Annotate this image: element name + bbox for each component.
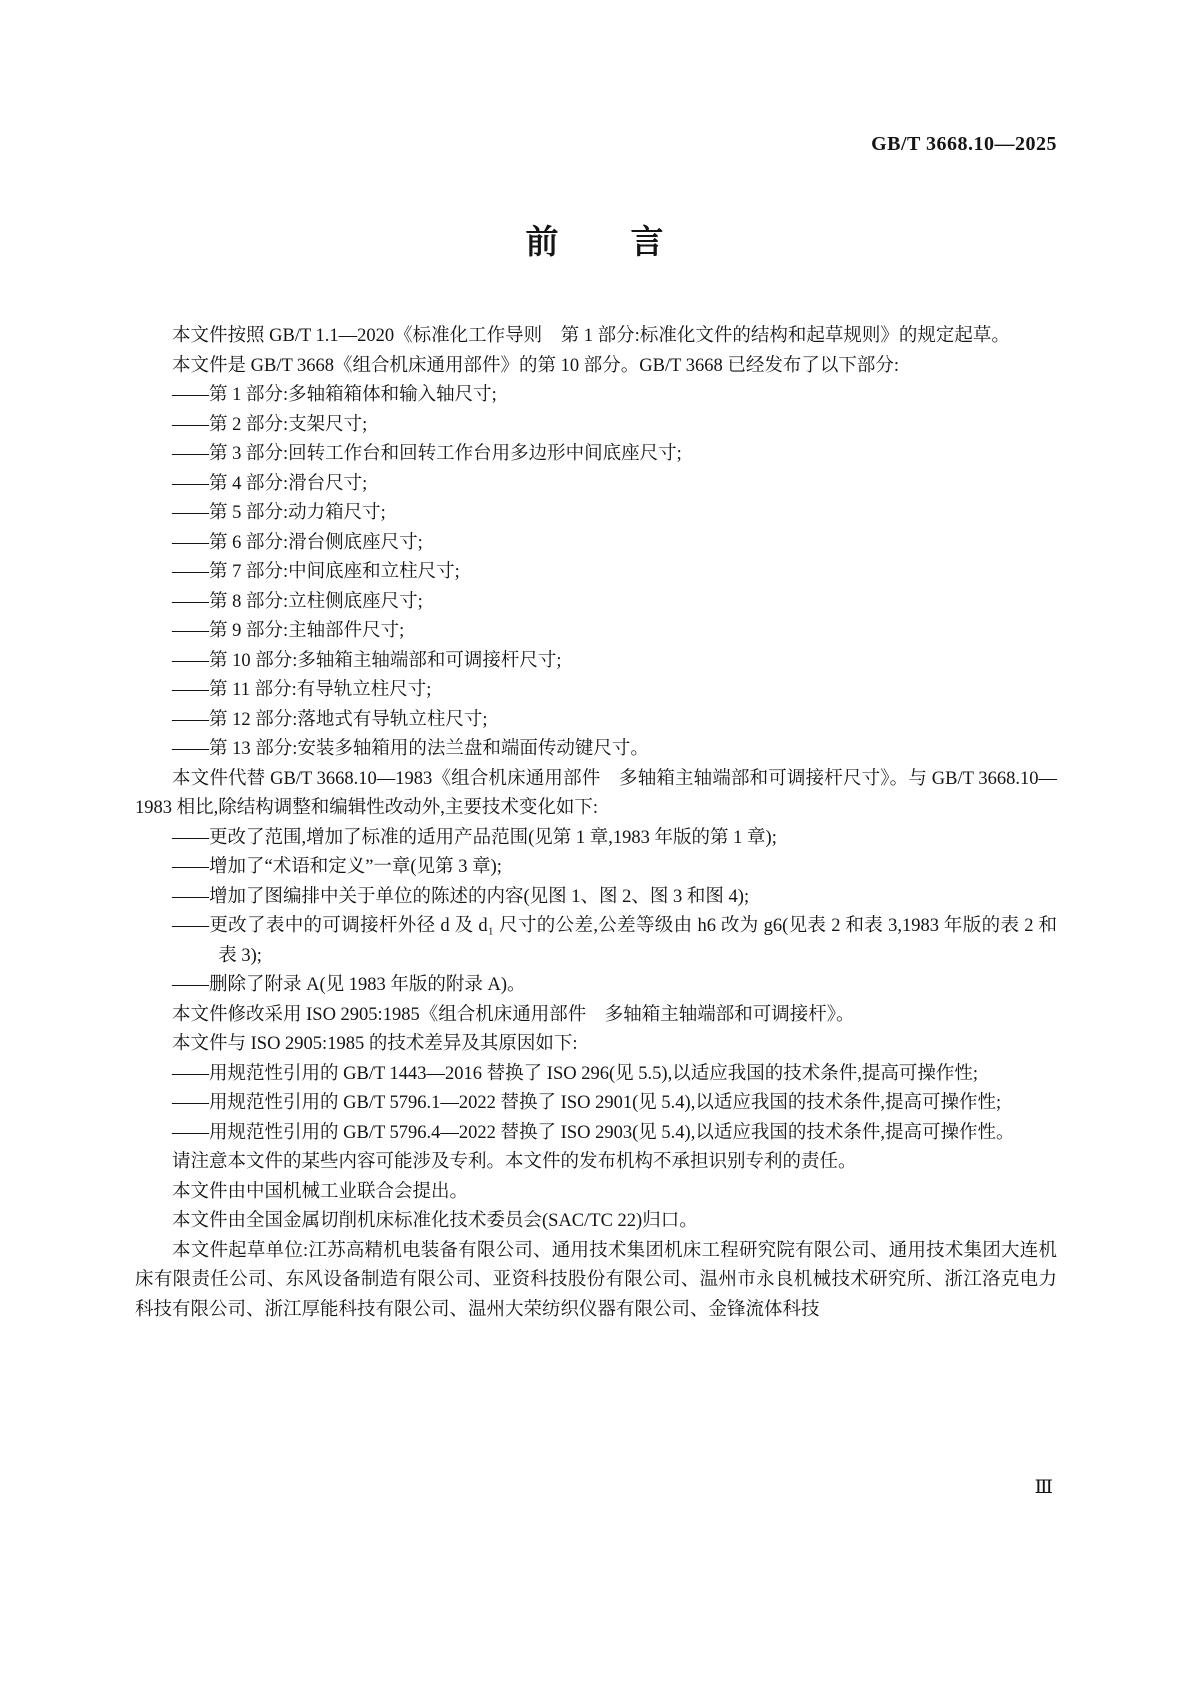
paragraph: 本文件修改采用 ISO 2905:1985《组合机床通用部件 多轴箱主轴端部和可调接杆》。 — [172, 1004, 855, 1025]
list-item: ——第 12 部分:落地式有导轨立柱尺寸; — [172, 709, 488, 730]
paragraph: 本文件代替 GB/T 3668.10—1983《组合机床通用部件 多轴箱主轴端部和可调接杆尺寸》。与 GB/T 3668.10—1983 相比,除结构调整和编辑性改动外,主要技术变化如下: — [135, 768, 1057, 818]
standard-number: GB/T 3668.10—2025 — [871, 133, 1057, 155]
list-item: ——第 6 部分:滑台侧底座尺寸; — [172, 532, 423, 553]
list-item: ——用规范性引用的 GB/T 1443—2016 替换了 ISO 296(见 5.5),以适应我国的技术条件,提高可操作性; — [172, 1063, 978, 1084]
list-item: ——第 8 部分:立柱侧底座尺寸; — [172, 591, 423, 612]
list-item: ——第 10 部分:多轴箱主轴端部和可调接杆尺寸; — [172, 650, 562, 671]
paragraph: 本文件按照 GB/T 1.1—2020《标准化工作导则 第 1 部分:标准化文件的结构和起草规则》的规定起草。 — [172, 326, 1010, 346]
list-item: ——第 9 部分:主轴部件尺寸; — [172, 621, 405, 641]
list-item: ——第 13 部分:安装多轴箱用的法兰盘和端面传动键尺寸。 — [172, 739, 649, 759]
list-item: ——第 3 部分:回转工作台和回转工作台用多边形中间底座尺寸; — [172, 444, 682, 464]
paragraph: 本文件与 ISO 2905:1985 的技术差异及其原因如下: — [172, 1034, 578, 1054]
list-item: ——第 7 部分:中间底座和立柱尺寸; — [172, 562, 460, 582]
list-item: ——第 5 部分:动力箱尺寸; — [172, 503, 386, 523]
list-item: ——更改了表中的可调接杆外径 d 及 d₁ 尺寸的公差,公差等级由 h6 改为 g6(见表 2 和表 3,1983 年版的表 2 和表 3); — [172, 916, 1057, 966]
list-item: ——第 1 部分:多轴箱箱体和输入轴尺寸; — [172, 385, 497, 405]
list-item: ——第 11 部分:有导轨立柱尺寸; — [172, 680, 432, 700]
page-number: Ⅲ — [1034, 1477, 1053, 1498]
paragraph: 本文件由全国金属切削机床标准化技术委员会(SAC/TC 22)归口。 — [172, 1211, 698, 1231]
paragraph: 本文件由中国机械工业联合会提出。 — [172, 1181, 469, 1202]
list-item: ——更改了范围,增加了标准的适用产品范围(见第 1 章,1983 年版的第 1 章); — [172, 827, 777, 848]
list-item: ——增加了图编排中关于单位的陈述的内容(见图 1、图 2、图 3 和图 4); — [172, 886, 750, 907]
list-item: ——第 4 部分:滑台尺寸; — [172, 473, 368, 494]
paragraph: 请注意本文件的某些内容可能涉及专利。本文件的发布机构不承担识别专利的责任。 — [172, 1152, 857, 1172]
list-item: ——删除了附录 A(见 1983 年版的附录 A)。 — [172, 975, 526, 995]
paragraph: 本文件是 GB/T 3668《组合机床通用部件》的第 10 部分。GB/T 3668 已经发布了以下部分: — [172, 355, 900, 376]
list-item: ——用规范性引用的 GB/T 5796.1—2022 替换了 ISO 2901(见 5.4),以适应我国的技术条件,提高可操作性; — [172, 1093, 1002, 1113]
document-body — [135, 322, 1057, 1325]
list-item: ——第 2 部分:支架尺寸; — [172, 414, 368, 435]
list-item: ——增加了“术语和定义”一章(见第 3 章); — [172, 857, 502, 877]
paragraph: 本文件起草单位:江苏高精机电装备有限公司、通用技术集团机床工程研究院有限公司、通用技术集团大连机床有限责任公司、东风设备制造有限公司、亚资科技股份有限公司、温州市永良机械技术研究所、浙江洛克电力科技有限公司、浙江厚能科技有限公司、温州大荣纺织仪器有限公司、金锋流体科技 — [135, 1240, 1057, 1320]
page-title: 前 言 — [525, 225, 666, 261]
list-item: ——用规范性引用的 GB/T 5796.4—2022 替换了 ISO 2903(见 5.4),以适应我国的技术条件,提高可操作性。 — [172, 1122, 1015, 1143]
